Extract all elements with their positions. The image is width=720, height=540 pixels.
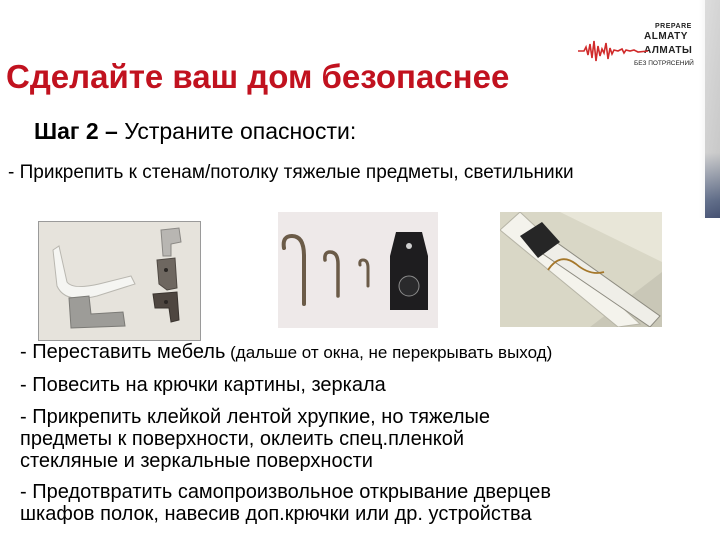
intro-text: - Прикрепить к стенам/потолку тяжелые предметы, светильники	[8, 162, 574, 183]
logo-text-almaty-ru: АЛМАТЫ	[644, 45, 693, 56]
page-title: Сделайте ваш дом безопаснее	[6, 58, 510, 95]
bullet-item-tape	[20, 406, 490, 472]
photo-hooks-and-plate	[278, 212, 438, 328]
side-decor-strip-edge	[705, 0, 720, 218]
bullet-line2-text: предметы к поверхности, оклеить спец.пленкой	[20, 428, 465, 450]
bullet-item-furniture	[20, 341, 552, 364]
bullet-main-text: - Предотвратить самопроизвольное открывание дверцев	[20, 481, 552, 503]
step-heading	[34, 118, 356, 145]
prepare-almaty-logo	[578, 20, 698, 82]
bullet-item-hooks	[20, 374, 386, 396]
bullet-main-text: - Прикрепить клейкой лентой хрупкие, но тяжелые	[20, 406, 491, 428]
bullet-main-text: - Переставить мебель	[20, 341, 226, 363]
bullet-line3-text: стекляные и зеркальные поверхности	[20, 450, 373, 472]
bullet-item-doors	[20, 481, 551, 525]
bullet-line2-text: шкафов полок, навесив доп.крючки или др. устройства	[20, 503, 532, 525]
photo-ceiling-lamp	[500, 212, 662, 327]
bullet-note-text: (дальше от окна, не перекрывать выход)	[225, 343, 553, 362]
logo-text-almaty: ALMATY	[644, 31, 688, 42]
seismograph-wave-icon	[578, 38, 648, 64]
logo-text-prepare: PREPARE	[655, 23, 692, 30]
logo-text-subtitle: БЕЗ ПОТРЯСЕНИЙ	[634, 60, 694, 67]
step-text: Устраните опасности:	[117, 118, 357, 144]
step-label: Шаг 2 –	[34, 118, 118, 144]
bullet-main-text: - Повесить на крючки картины, зеркала	[20, 374, 386, 396]
photo-metal-brackets	[38, 221, 201, 341]
